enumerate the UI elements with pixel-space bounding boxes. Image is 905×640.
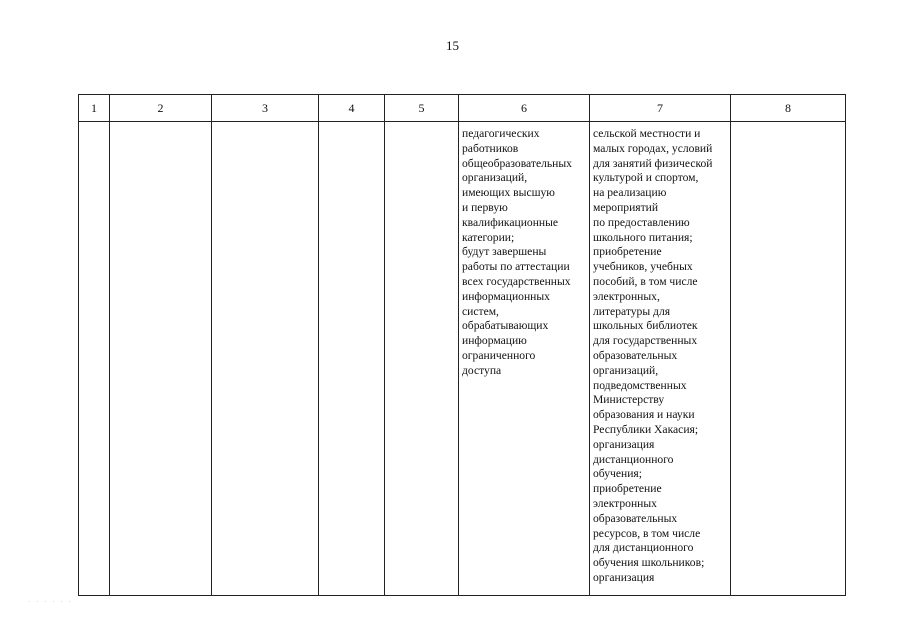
table-cell-col-3: [212, 122, 319, 596]
column-header-2: 2: [110, 95, 212, 122]
column-header-3: 3: [212, 95, 319, 122]
table-cell-col-4: [319, 122, 385, 596]
cell-text: [385, 122, 458, 127]
table-cell-col-8: [731, 122, 846, 596]
column-header-7: 7: [590, 95, 731, 122]
table-cell-col-6: [459, 122, 590, 596]
cell-text: [79, 122, 109, 127]
cell-text: [110, 122, 211, 127]
table-row: [79, 122, 846, 596]
table-cell-col-7: [590, 122, 731, 596]
table-cell-col-5: [385, 122, 459, 596]
column-header-1: 1: [79, 95, 110, 122]
column-header-6: 6: [459, 95, 590, 122]
table-cell-col-2: [110, 122, 212, 596]
column-header-5: 5: [385, 95, 459, 122]
document-table: [78, 94, 846, 596]
column-header-8: 8: [731, 95, 846, 122]
scan-artifact: · · · · · ·: [28, 598, 73, 606]
cell-text: сельской местности и малых городах, условий для занятий физической культурой и спортом, на реализацию мероприятий по предоставлению школьного питания; приобретение учебников, учебных пособий, в том числе электронных, литературы для школьных библиотек для государственных образовательных организаций, подведомственных Министерству образования и науки Республики Хакасия; организация дистанционного обучения; приобретение электронных образовательных ресурсов, в том числе для дистанционного обучения школьников; организация: [593, 127, 713, 584]
table-header-row: [79, 95, 846, 122]
cell-text: педагогических работников общеобразовательных организаций, имеющих высшую и первую квалификационные категории; будут завершены работы по аттестации всех государственных информационных систем, обрабатывающих информацию ограниченного доступа: [462, 127, 572, 377]
column-header-4: 4: [319, 95, 385, 122]
cell-text: [319, 122, 384, 127]
page-number: 15: [446, 38, 459, 53]
table-cell-col-1: [79, 122, 110, 596]
cell-text: [212, 122, 318, 127]
cell-text: [731, 122, 845, 127]
